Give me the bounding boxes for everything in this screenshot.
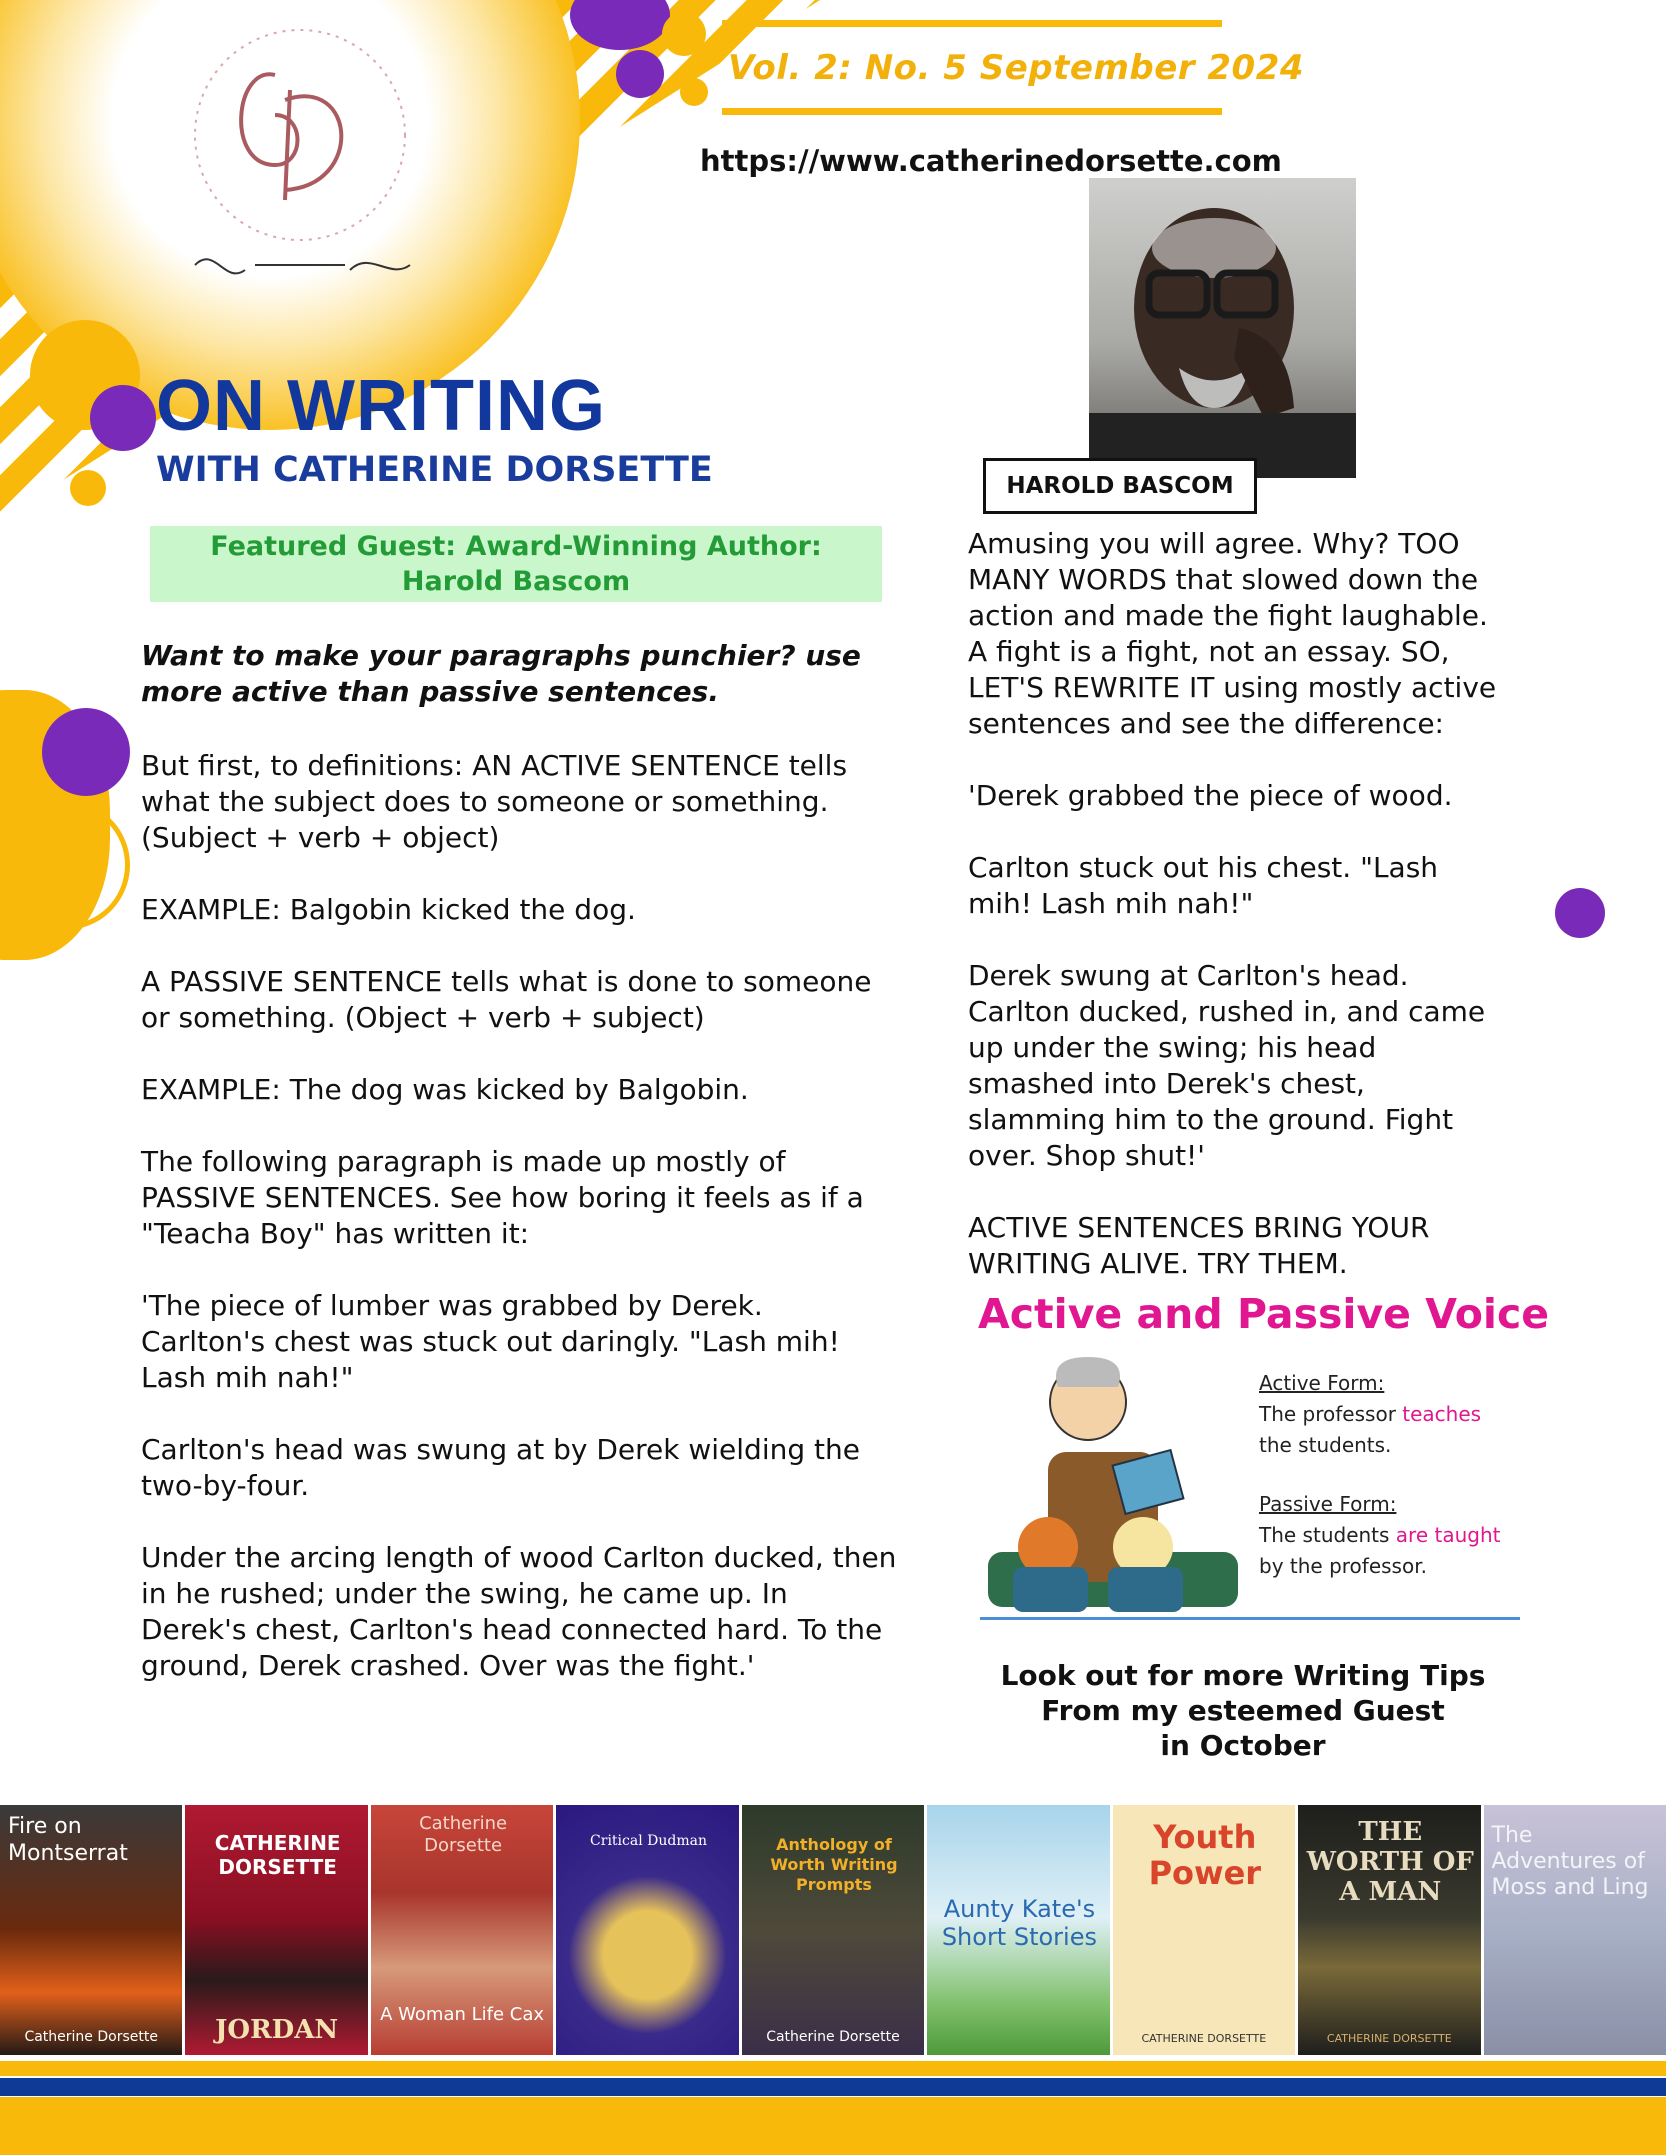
article-lead: Want to make your paragraphs punchier? use more active than passive sentences.	[141, 639, 861, 708]
book-cover[interactable]: CATHERINE DORSETTE JORDAN	[185, 1805, 367, 2055]
book-cover[interactable]: Aunty Kate's Short Stories	[927, 1805, 1109, 2055]
active-form-example: The professor teaches the students.	[1259, 1402, 1482, 1457]
paragraph: ACTIVE SENTENCES BRING YOUR WRITING ALIVE. TRY THEM.	[968, 1211, 1430, 1280]
decorative-circle	[680, 78, 708, 106]
footer-band-yellow	[0, 2061, 1666, 2076]
professor-illustration	[978, 1342, 1248, 1612]
decorative-circle	[70, 470, 106, 506]
diagram-text	[1259, 1368, 1519, 1582]
paragraph: 'Derek grabbed the piece of wood.	[968, 779, 1453, 812]
paragraph: A PASSIVE SENTENCE tells what is done to someone or something. (Object + verb + subject)	[141, 965, 872, 1034]
paragraph: Derek swung at Carlton's head. Carlton ducked, rushed in, and came up under the swing; his head smashed into Derek's chest, slamming him to the ground. Fight over. Shop shut!'	[968, 959, 1486, 1172]
book-covers-strip	[0, 1805, 1666, 2055]
newsletter-subtitle: WITH CATHERINE DORSETTE	[156, 450, 713, 490]
closing-note	[948, 1658, 1538, 1763]
book-cover[interactable]: THE WORTH OF A MAN CATHERINE DORSETTE	[1298, 1805, 1480, 2055]
book-cover[interactable]: Youth Power CATHERINE DORSETTE	[1113, 1805, 1295, 2055]
book-cover[interactable]: Anthology of Worth Writing Prompts Catherine Dorsette	[742, 1805, 924, 2055]
featured-guest-banner	[150, 526, 882, 602]
guest-name-caption: HAROLD BASCOM	[983, 458, 1257, 514]
diagram-divider	[980, 1617, 1520, 1620]
paragraph: The following paragraph is made up mostly of PASSIVE SENTENCES. See how boring it feels as if a "Teacha Boy" has written it:	[141, 1145, 864, 1250]
article-left-column	[141, 748, 901, 1720]
decorative-circle	[1555, 888, 1605, 938]
brand-logo	[155, 15, 445, 315]
passive-form-label: Passive Form:	[1259, 1492, 1397, 1516]
paragraph: Amusing you will agree. Why? TOO MANY WORDS that slowed down the action and made the fight laughable. A fight is a fight, not an essay. SO, LET'S REWRITE IT using mostly active sentences and see the difference:	[968, 527, 1497, 740]
active-form-label: Active Form:	[1259, 1371, 1385, 1395]
website-link[interactable]: https://www.catherinedorsette.com	[700, 144, 1282, 178]
paragraph: Under the arcing length of wood Carlton ducked, then in he rushed; under the swing, he came up. In Derek's chest, Carlton's head connected hard. To the ground, Derek crashed. Over was the fight.'	[141, 1541, 897, 1682]
paragraph: EXAMPLE: The dog was kicked by Balgobin.	[141, 1073, 749, 1106]
decorative-ring	[0, 800, 130, 930]
passive-form-example: The students are taught by the professor.	[1259, 1523, 1501, 1578]
featured-guest-name: Harold Bascom	[401, 566, 631, 597]
issue-line: Vol. 2: No. 5 September 2024	[728, 48, 1305, 88]
decorative-circle	[42, 708, 130, 796]
featured-guest-label: Featured Guest: Award-Winning Author:	[210, 531, 822, 562]
decorative-circle	[616, 50, 664, 98]
active-passive-diagram	[978, 1290, 1550, 1630]
paragraph: Carlton stuck out his chest. "Lash mih! Lash mih nah!"	[968, 851, 1439, 920]
guest-photo	[1089, 178, 1356, 478]
closing-line: From my esteemed Guest	[1041, 1694, 1445, 1727]
header-rule-bottom	[722, 108, 1222, 115]
closing-line: in October	[1160, 1729, 1326, 1762]
newsletter-title: ON WRITING	[156, 366, 606, 446]
paragraph: Carlton's head was swung at by Derek wielding the two-by-four.	[141, 1433, 860, 1502]
footer-band-blue	[0, 2078, 1666, 2096]
decorative-circle	[90, 385, 156, 451]
footer-band-yellow	[0, 2097, 1666, 2155]
closing-line: Look out for more Writing Tips	[1000, 1659, 1486, 1692]
paragraph: EXAMPLE: Balgobin kicked the dog.	[141, 893, 636, 926]
book-cover[interactable]: Critical Dudman	[556, 1805, 738, 2055]
book-cover[interactable]: Fire on Montserrat Catherine Dorsette	[0, 1805, 182, 2055]
article-right-column	[968, 526, 1508, 1318]
diagram-title: Active and Passive Voice	[978, 1290, 1550, 1338]
book-cover[interactable]: The Adventures of Moss and Ling	[1484, 1805, 1666, 2055]
book-cover[interactable]: Catherine Dorsette A Woman Life Cax	[371, 1805, 553, 2055]
paragraph: 'The piece of lumber was grabbed by Derek. Carlton's chest was stuck out daringly. "Lash mih! Lash mih nah!"	[141, 1289, 840, 1394]
decorative-circle	[662, 12, 706, 56]
header-rule-top	[722, 20, 1222, 27]
paragraph: But first, to definitions: AN ACTIVE SENTENCE tells what the subject does to someone or something. (Subject + verb + object)	[141, 749, 848, 854]
